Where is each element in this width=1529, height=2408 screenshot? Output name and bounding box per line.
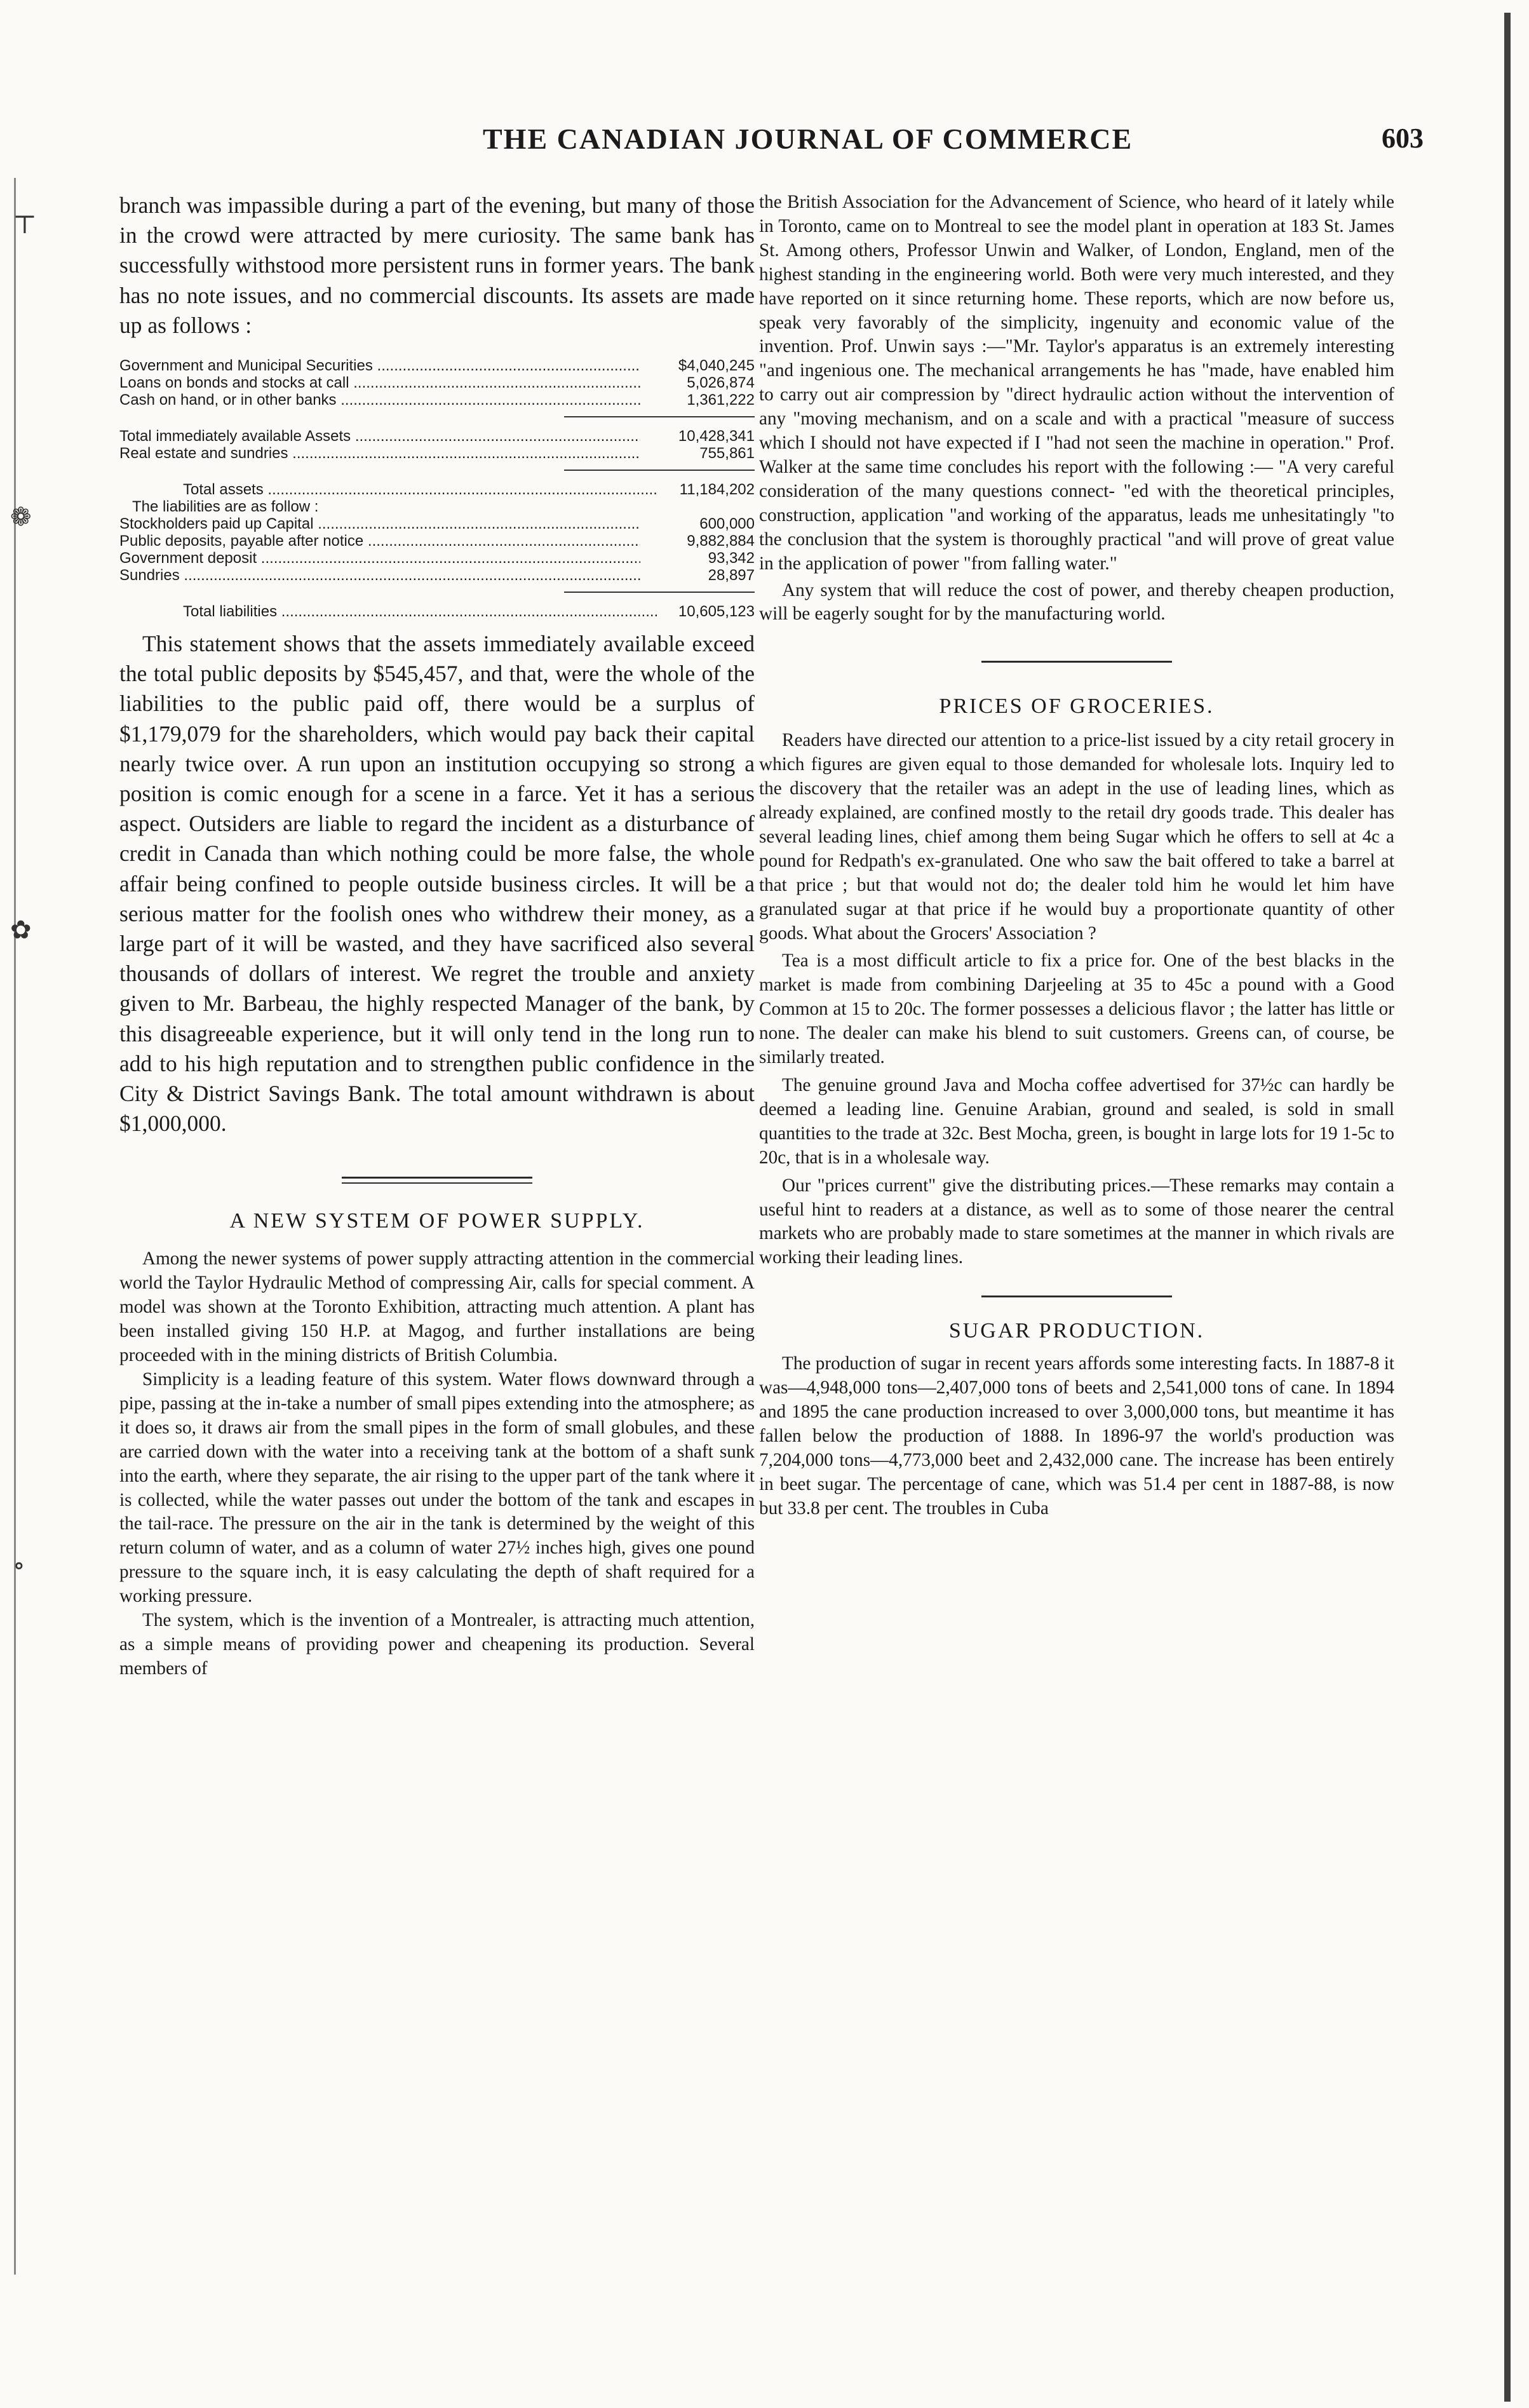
asset-row: Government and Municipal Securities ..... $4,040,245 xyxy=(119,357,755,374)
groceries-paragraph-1: Readers have directed our attention to a price-list issued by a city retail grocery in which figures are given equal to those demanded for wholesale lots. Inquiry led to the discovery that the retailer was an adept in the use of leading lines, which as already explained, are confined mostly to the retail dry goods trade. This dealer has several leading lines, chief among them being Sugar which he offers to sell at 4c a pound for Redpath's ex-granulated. One who saw the bait offered to take a barrel at that price ; but that would not do; the dealer told him he would let him have granulated sugar at that price if he would buy a proportionate quantity of other goods. What about the Grocers' Association ? xyxy=(759,730,1394,944)
liability-row: Stockholders paid up Capital ..... 600,000 xyxy=(119,515,755,532)
power-continued: the British Association for the Advancement of Science, who heard of it lately while in Toronto, came on to Montreal to see the model plant in operation at 183 St. James St. Among others, Professor Unwin and Walker, of London, England, men of the highest standing in the engineering world. Both were very much interested, and they have reported on it since returning home. These reports, which are now before us, speak very favorably of the simplicity, ingenuity and economic value of the invention. Prof. Unwin says :—"Mr. Taylor's apparatus is an extremely interesting "and ingenious one. The mechanical arrangements he has "made, have enabled him to carry out air compression by "direct hydraulic action without the intervention of any "moving mechanism, and on a scale and with a practical "measure of success which I should not have expected if I "had not seen the machine in operation." Prof. Walker at the same time concludes his report with the following :— "A very careful consideration of the many questions connect- "ed with the theoretical principles, construction, application "and working of the apparatus, leads me unhesitatingly "to the conclusion that the system is thoroughly practical "and will prove of great value in the application of power "from falling water." xyxy=(759,192,1394,574)
section-separator xyxy=(342,1177,532,1184)
sugar-paragraph-1: The production of sugar in recent years affords some interesting facts. In 1887-8 it was—4,948,000 tons—2,407,000 tons of beets and 2,541,000 tons of cane. In 1894 and 1895 the cane production increased to over 3,000,000 tons, but meantime it has fallen below the production of 1888. In 1896-97 the world's production was 7,204,000 tons—4,773,000 beet and 2,432,000 cane. The increase has been entirely in beet sugar. The percentage of cane, which was 51.4 per cent in 1887-88, is now but 33.8 per cent. The troubles in Cuba xyxy=(759,1353,1394,1519)
margin-mark-3: ∘ xyxy=(13,1551,25,1579)
scan-edge-left xyxy=(14,178,16,2275)
asset-row: Cash on hand, or in other banks ..... 1,361,222 xyxy=(119,391,755,409)
right-column xyxy=(759,191,1394,1521)
financial-statement xyxy=(119,357,755,620)
groceries-paragraph-4: Our "prices current" give the distributing prices.—These remarks may contain a useful hint to readers at a distance, as well as to some of those nearer the central markets who are probably made to stare sometimes at the manner in which rivals are working their leading lines. xyxy=(759,1175,1394,1268)
total-assets-row: Total assets ..... 11,184,202 xyxy=(119,481,755,498)
page-number: 603 xyxy=(1382,123,1424,154)
liabilities-heading: The liabilities are as follow : xyxy=(132,498,319,516)
scan-edge-right xyxy=(1504,13,1511,2402)
sum-rule xyxy=(564,470,755,471)
margin-mark-top: ⊤ xyxy=(13,210,37,239)
section-separator xyxy=(981,1295,1172,1297)
power-conclusion: Any system that will reduce the cost of power, and thereby cheapen production, will be eagerly sought for by the manufacturing world. xyxy=(759,579,1394,625)
power-supply-title: A NEW SYSTEM OF POWER SUPPLY. xyxy=(229,1209,645,1233)
statement-paragraph: This statement shows that the assets immediately available exceed the total public deposits by $545,457, and that, were the whole of the liabilities to the public paid off, there would be a surplus of $1,179,079 for the shareholders, which would pay back their capital nearly twice over. A run upon an institution occupying so strong a position is comic enough for a scene in a farce. Yet it has a serious aspect. Outsiders are liable to regard the incident as a disturbance of credit in Canada than which nothing could be more false, the whole affair being confined to people outside business circles. It will be a serious matter for the foolish ones who withdrew their money, as a large part of it will be wasted, and they have sacrificed also several thousands of dollars of interest. We regret the trouble and anxiety given to Mr. Barbeau, the highly respected Manager of the bank, by this disagreeable experience, but it will only tend in the long run to add to his high reputation and to strengthen public confidence in the City & District Savings Bank. The total amount withdrawn is about $1,000,000. xyxy=(119,631,755,1137)
section-separator xyxy=(981,661,1172,663)
sugar-title: SUGAR PRODUCTION. xyxy=(948,1319,1205,1343)
power-paragraph-3: The system, which is the invention of a Montrealer, is attracting much attention, as a simple means of providing power and cheapening its production. Several members of xyxy=(119,1610,755,1679)
groceries-paragraph-2: Tea is a most difficult article to fix a price for. One of the best blacks in the market is made from combining Darjeeling at 35 to 45c a pound with a Good Common at 15 to 20c. The former possesses a delicious flavor ; the latter has little or none. The dealer can make his blend to suit customers. Greens can, of course, be similarly treated. xyxy=(759,950,1394,1068)
left-column xyxy=(119,191,755,1681)
sum-rule xyxy=(564,592,755,593)
power-paragraph-2: Simplicity is a leading feature of this system. Water flows downward through a pipe, passing at the in-take a number of small pipes extending into the atmosphere; as it does so, it draws air from the small pipes in the form of small globules, and these are carried down with the water into a receiving tank at the bottom of a shaft sunk into the earth, where they separate, the air rising to the upper part of the tank where it is collected, while the water passes out under the bottom of the tank and escapes in the tail-race. The pressure on the air in the tank is determined by the weight of this return column of water, and as a column of water 27½ inches high, gives one pound pressure to the square inch, it is easy calculating the depth of shaft required for a working pressure. xyxy=(119,1369,755,1607)
groceries-paragraph-3: The genuine ground Java and Mocha coffee advertised for 37½c can hardly be deemed a leading line. Genuine Arabian, ground and sealed, is sold in small quantities to the trade at 32c. Best Mocha, green, is bought in large lots for 19 1-5c to 20c, that is in a wholesale way. xyxy=(759,1075,1394,1168)
sum-rule xyxy=(564,416,755,417)
liability-row: Government deposit ..... 93,342 xyxy=(119,550,755,567)
liability-row: Public deposits, payable after notice ..... 9,882,884 xyxy=(119,532,755,550)
margin-mark-2: ✿ xyxy=(10,916,32,944)
liability-row: Sundries ..... 28,897 xyxy=(119,567,755,584)
total-available-row: Total immediately available Assets ..... 10,428,341 xyxy=(119,428,755,445)
margin-mark-1: ❁ xyxy=(10,503,32,531)
power-paragraph-1: Among the newer systems of power supply attracting attention in the commercial world the Taylor Hydraulic Method of compressing Air, calls for special comment. A model was shown at the Toronto Exhibition, attracting much attention. A plant has been installed giving 150 H.P. at Magog, and further installations are being proceeded with in the mining districts of British Columbia. xyxy=(119,1248,755,1366)
bank-run-intro: branch was impassible during a part of the evening, but many of those in the crowd were attracted by mere curiosity. The same bank has successfully withstood more persistent runs in former years. The bank has no note issues, and no commercial discounts. Its assets are made up as follows : xyxy=(119,193,755,338)
total-liabilities-row: Total liabilities ..... 10,605,123 xyxy=(119,603,755,620)
page-header xyxy=(121,122,1474,166)
running-title: THE CANADIAN JOURNAL OF COMMERCE xyxy=(483,123,1133,155)
groceries-title: PRICES OF GROCERIES. xyxy=(939,694,1215,719)
asset-row: Loans on bonds and stocks at call ..... 5,026,874 xyxy=(119,374,755,391)
real-estate-row: Real estate and sundries ..... 755,861 xyxy=(119,445,755,462)
